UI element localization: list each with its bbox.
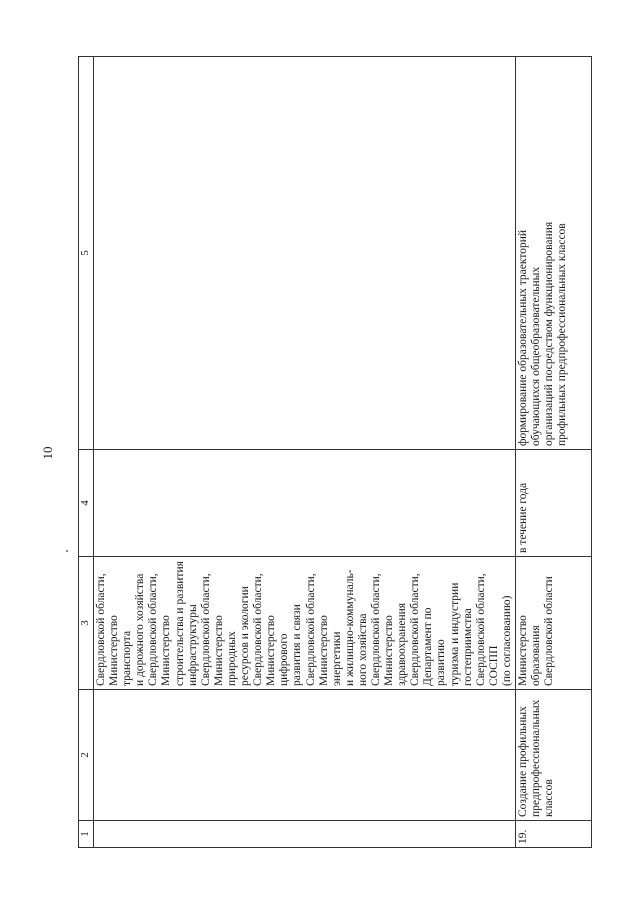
cell-term xyxy=(94,450,516,557)
cell-executors xyxy=(516,557,592,690)
cell-line: Свердловской области, xyxy=(369,573,382,686)
cell-line: Свердловской области, xyxy=(199,573,212,686)
cell-number xyxy=(94,821,516,848)
cell-line: Департамент по развитию xyxy=(422,607,448,686)
cell-line: строительства и развития xyxy=(173,561,186,686)
cell-line: Министерство xyxy=(517,615,529,686)
cell-line: Министерство цифрового xyxy=(265,615,291,686)
cell-line: организаций посредством функционирования xyxy=(543,221,556,446)
table-header-row xyxy=(79,57,94,848)
cell-line: СОСПП xyxy=(487,645,500,686)
cell-result xyxy=(516,57,592,450)
cell-line: Свердловской области xyxy=(543,576,556,686)
header-col-3: 3 xyxy=(79,557,94,690)
cell-line: Свердловской области, xyxy=(147,573,160,686)
scan-dot xyxy=(66,550,68,552)
cell-line: Министерство энергетики xyxy=(317,615,343,686)
cell-line: инфраструктуры xyxy=(186,604,199,686)
rotated-table-frame xyxy=(78,70,569,848)
cell-line: ного хозяйства xyxy=(356,613,369,686)
cell-line: и жилищно-коммуналь- xyxy=(343,569,356,686)
cell-activity xyxy=(94,690,516,821)
cell-term: в течение года xyxy=(516,450,592,557)
cell-line: классов xyxy=(543,779,556,817)
cell-line: и дорожного хозяйства xyxy=(134,573,147,686)
table-row-continued xyxy=(94,57,516,848)
cell-line: Свердловской области, xyxy=(304,573,317,686)
cell-line: Свердловской области, xyxy=(474,573,487,686)
cell-line: образования xyxy=(530,625,543,686)
table-row-19 xyxy=(516,57,592,848)
header-col-1: 1 xyxy=(79,821,94,848)
cell-result xyxy=(94,57,516,450)
cell-line: Министерство транспорта xyxy=(108,615,134,686)
cell-line: (по согласованию) xyxy=(500,595,513,686)
cell-line: Создание профильных xyxy=(517,706,529,817)
cell-line: профильных предпрофессиональных классов xyxy=(556,223,569,446)
cell-line: Министерство xyxy=(160,615,173,686)
cell-line: туризма и индустрии xyxy=(448,582,461,686)
header-col-5: 5 xyxy=(79,57,94,450)
cell-line: Министерство xyxy=(383,615,396,686)
cell-line: Свердловской области, xyxy=(252,573,265,686)
cell-line: предпрофессиональных xyxy=(530,699,543,817)
cell-line: развития и связи xyxy=(291,604,304,686)
cell-executors xyxy=(94,557,516,690)
page-number: 10 xyxy=(40,446,55,460)
cell-line: формирование образовательных траекторий xyxy=(517,229,529,446)
plan-table xyxy=(78,56,592,848)
cell-number: 19. xyxy=(516,821,592,848)
cell-line: Свердловской области, xyxy=(95,573,107,686)
cell-line: ресурсов и экологии xyxy=(239,586,252,686)
cell-activity xyxy=(516,690,592,821)
cell-line: гостеприимства xyxy=(461,608,474,686)
cell-line: Свердловской области, xyxy=(409,573,422,686)
cell-line: здравоохранения xyxy=(396,602,409,686)
cell-line: Министерство природных xyxy=(212,615,238,686)
header-col-2: 2 xyxy=(79,690,94,821)
cell-line: обучающихся общеобразовательных xyxy=(530,266,543,446)
header-col-4: 4 xyxy=(79,450,94,557)
